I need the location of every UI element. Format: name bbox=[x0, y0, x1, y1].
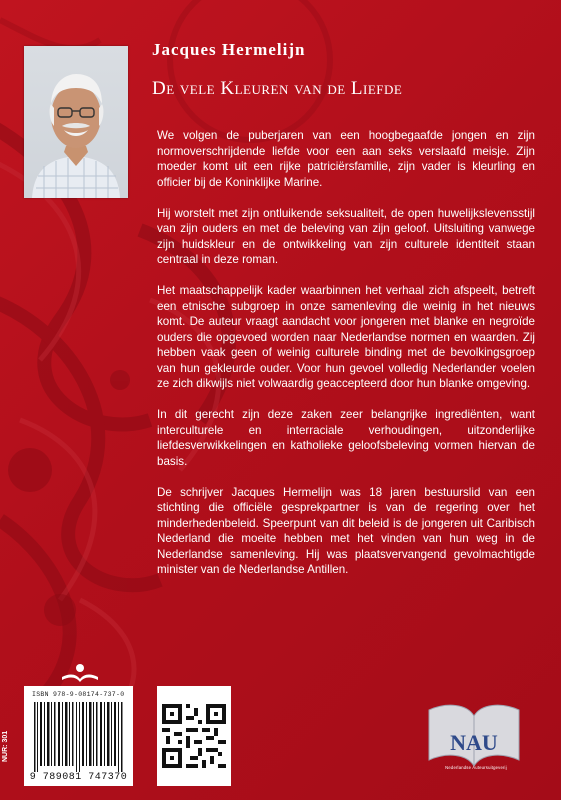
qr-code bbox=[157, 686, 231, 786]
blurb-paragraph: De schrijver Jacques Hermelijn was 18 jaren bestuurslid van een stichting die officiële gesprekpartner is van de regering over het minderhedenbeleid. Speerpunt van dit beleid is de jongeren uit Caribisch Nederland die moeite hebben met het vinden van hun weg in de Nederlandse samenleving. Hij was plaatsvervangend gevolmachtigde minister van de Nederlandse Antillen. bbox=[157, 485, 535, 576]
blurb-paragraph: Het maatschappelijk kader waarbinnen het verhaal zich afspeelt, betreft een etnische subgroep in onze samenleving die weinig in het nieuws komt. De auteur vraagt aandacht voor jongeren met blanke en negroïde ouders die opgevoed worden naar Nederlandse normen en waarden. Zij hebben vaak geen of weinig culturele binding met de bevolkingsgroep van hun gekleurde ouder. Voor hun gevoel volledig Nederlander voelen ze zich dikwijls niet volwaardig geaccepteerd door hun blanke omgeving. bbox=[157, 284, 535, 390]
publisher-logo-letters: NAU bbox=[450, 730, 498, 755]
author-photo bbox=[24, 46, 128, 198]
isbn-number: 9 789081 747370 bbox=[29, 772, 128, 783]
blurb-paragraph: We volgen de puberjaren van een hoogbegaafde jongen en zijn normoverschrijdende liefde voor een aan seks verslaafd meisje. Zijn moeder komt uit een rijke patriciërsfamilie, zijn vader is kleurling en officier bij de Koninklijke Marine. bbox=[157, 129, 535, 189]
book-title: De vele Kleuren van de Liefde bbox=[152, 78, 403, 99]
book-logo-icon bbox=[60, 663, 100, 685]
publisher-name: Nederlandse Auteursuitgeverij bbox=[445, 765, 507, 770]
barcode-icon bbox=[34, 702, 124, 772]
qr-code-icon bbox=[162, 704, 226, 768]
blurb-paragraph: In dit gerecht zijn deze zaken zeer belangrijke ingrediënten, want interculturele en interraciale verhoudingen, uitzonderlijke liefdesverwikkelingen en katholieke geloofsbeleving vormen hiervan de basis. bbox=[157, 408, 535, 468]
isbn-label: ISBN 978-9-08174-737-0 bbox=[32, 691, 125, 698]
blurb-paragraph: Hij worstelt met zijn ontluikende seksualiteit, de open huwelijkslevensstijl van zijn ouders en met de beleving van zijn geloof. Uitsluiting vanwege zijn huidskleur en de ontwikkeling van zijn culturele identiteit staan centraal in deze roman. bbox=[157, 206, 535, 266]
isbn-barcode bbox=[24, 686, 133, 786]
author-name: Jacques Hermelijn bbox=[152, 40, 306, 59]
nur-code: NUR: 301 bbox=[2, 730, 9, 762]
blurb-text bbox=[157, 128, 535, 593]
publisher-logo bbox=[427, 700, 521, 784]
